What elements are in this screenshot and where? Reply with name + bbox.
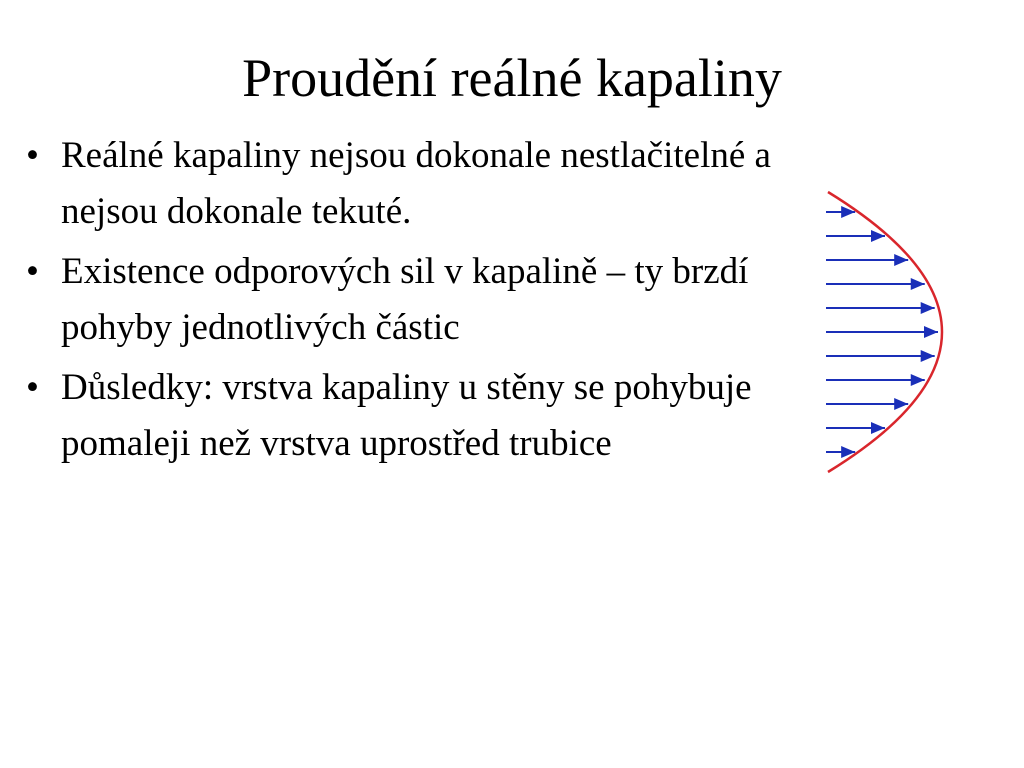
velocity-profile-icon <box>826 190 954 474</box>
slide-title: Proudění reálné kapaliny <box>242 48 782 108</box>
bullet-marker: • <box>26 367 39 408</box>
bullet-list <box>24 128 814 476</box>
velocity-arrows <box>826 212 938 452</box>
bullet-text: Existence odporových sil v kapalině – ty brzdí pohyby jednotlivých částic <box>61 251 749 348</box>
bullet-item <box>24 360 814 472</box>
bullet-marker: • <box>26 135 39 176</box>
bullet-marker: • <box>26 251 39 292</box>
bullet-text: Reálné kapaliny nejsou dokonale nestlačitelné a nejsou dokonale tekuté. <box>61 135 771 232</box>
bullet-text: Důsledky: vrstva kapaliny u stěny se pohybuje pomaleji než vrstva uprostřed trubice <box>61 367 752 464</box>
bullet-item <box>24 244 814 356</box>
bullet-item <box>24 128 814 240</box>
